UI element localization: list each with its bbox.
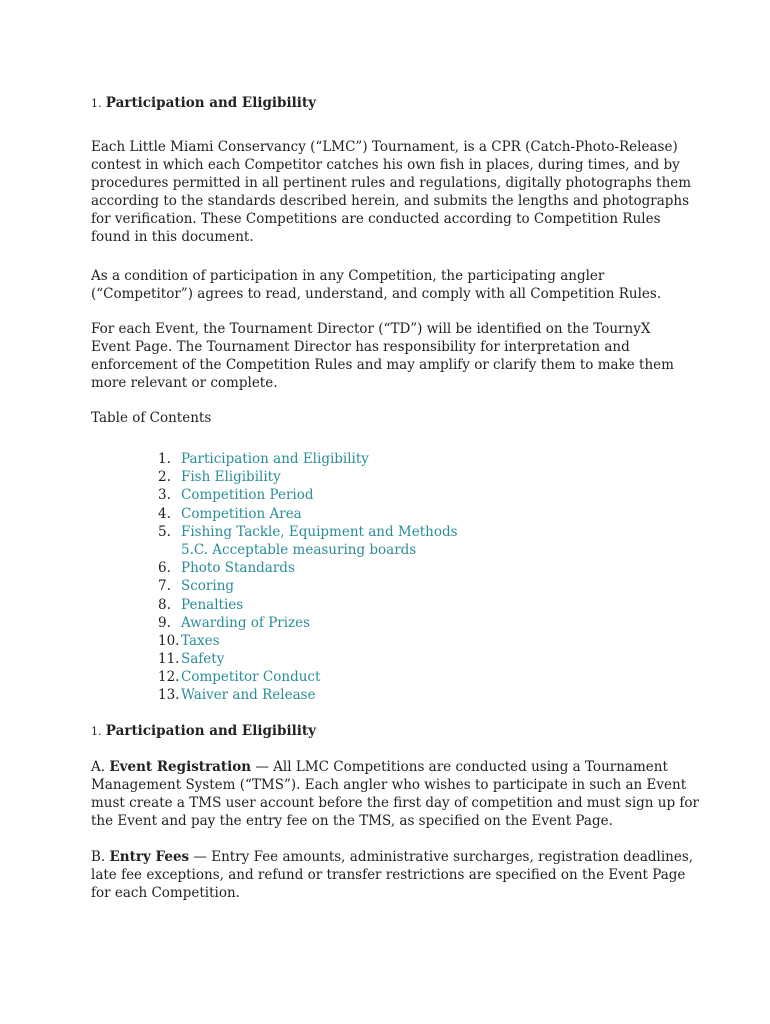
toc-item [158,668,458,686]
toc-link[interactable]: Safety [181,651,225,668]
text-line: As a condition of participation in any Competition, the participating angler [91,268,605,284]
text-line: enforcement of the Competition Rules and may amplify or clarify them to make them [91,357,674,373]
text-line: late fee exceptions, and refund or transfer restrictions are specified on the Event Page [91,867,686,883]
section-number: 1. [91,97,102,110]
toc-link[interactable]: 5.C. Acceptable measuring boards [181,541,417,558]
toc-item [158,559,458,577]
toc-number: 3. [158,487,171,504]
text-line: Management System (“TMS”). Each angler who wishes to participate in such an Event [91,777,687,793]
toc-number: 11. [158,651,180,668]
toc-link[interactable]: Penalties [181,596,244,613]
toc-link[interactable]: Participation and Eligibility [181,451,369,467]
text-line: the Event and pay the entry fee on the TMS, as specified on the Event Page. [91,813,613,829]
toc-number: 1. [158,451,171,467]
toc-link[interactable]: Scoring [181,578,235,595]
text-line [91,848,694,866]
text-line: found in this document. [91,229,254,245]
text-line: according to the standards described herein, and submits the lengths and photographs [91,193,690,209]
toc-link[interactable]: Fishing Tackle, Equipment and Methods [181,523,458,540]
item-prefix: A. [91,759,110,775]
toc-link[interactable]: Fish Eligibility [181,469,281,486]
toc-item [158,614,458,632]
item-text: — Entry Fee amounts, administrative surcharges, registration deadlines, [189,849,694,865]
section-number: 1. [91,725,102,738]
text-line: must create a TMS user account before the first day of competition and must sign up for [91,795,699,811]
toc-link[interactable]: Competition Area [181,505,302,522]
director-paragraph [91,320,691,392]
text-line: Each Little Miami Conservancy (“LMC”) Tournament, is a CPR (Catch-Photo-Release) [91,139,678,155]
toc-item [158,523,458,541]
toc-number: 13. [158,687,180,704]
toc-link[interactable]: Waiver and Release [181,687,316,704]
toc-number: 6. [158,560,171,577]
toc-item [158,577,458,595]
toc-number: 4. [158,505,171,522]
toc-number: 8. [158,596,171,613]
item-prefix: B. [91,849,110,865]
item-text: — All LMC Competitions are conducted using a Tournament [251,759,668,775]
toc-item [158,450,458,468]
toc-subitem [158,541,458,559]
toc-number: 10. [158,632,180,649]
toc-item [158,505,458,523]
toc-number: 2. [158,469,171,486]
toc-number: 9. [158,614,171,631]
table-of-contents [158,450,458,705]
text-line [91,758,691,776]
toc-item [158,468,458,486]
toc-item [158,686,458,704]
toc-number: 7. [158,578,171,595]
text-line: contest in which each Competitor catches his own fish in places, during times, and by [91,157,680,173]
toc-link[interactable]: Photo Standards [181,560,295,577]
text-line: more relevant or complete. [91,375,278,391]
toc-number: 12. [158,669,180,686]
participation-paragraph [91,267,691,303]
item-lead: Event Registration [109,759,252,775]
item-lead: Entry Fees [109,849,190,865]
toc-item [158,486,458,504]
text-line: Event Page. The Tournament Director has responsibility for interpretation and [91,339,630,355]
text-line: for each Competition. [91,885,240,901]
toc-title: Table of Contents [91,410,212,426]
entry-fees-paragraph [91,848,694,902]
text-line: procedures permitted in all pertinent rules and regulations, digitally photographs them [91,175,692,191]
section-heading [91,722,316,741]
intro-paragraph [91,138,691,246]
section-heading [91,94,316,113]
event-registration-paragraph [91,758,699,830]
section-title: Participation and Eligibility [105,95,316,111]
toc-link[interactable]: Competitor Conduct [181,669,321,686]
section-title: Participation and Eligibility [105,723,316,739]
text-line: For each Event, the Tournament Director (“TD”) will be identified on the TournyX [91,321,651,337]
toc-link[interactable]: Competition Period [181,487,314,504]
toc-item [158,632,458,650]
text-line: for verification. These Competitions are conducted according to Competition Rules [91,211,661,227]
toc-number: 5. [158,523,171,540]
toc-link[interactable]: Taxes [181,632,220,649]
text-line: (“Competitor”) agrees to read, understand, and comply with all Competition Rules. [91,286,662,302]
toc-item [158,650,458,668]
toc-item [158,596,458,614]
toc-link[interactable]: Awarding of Prizes [181,614,311,631]
